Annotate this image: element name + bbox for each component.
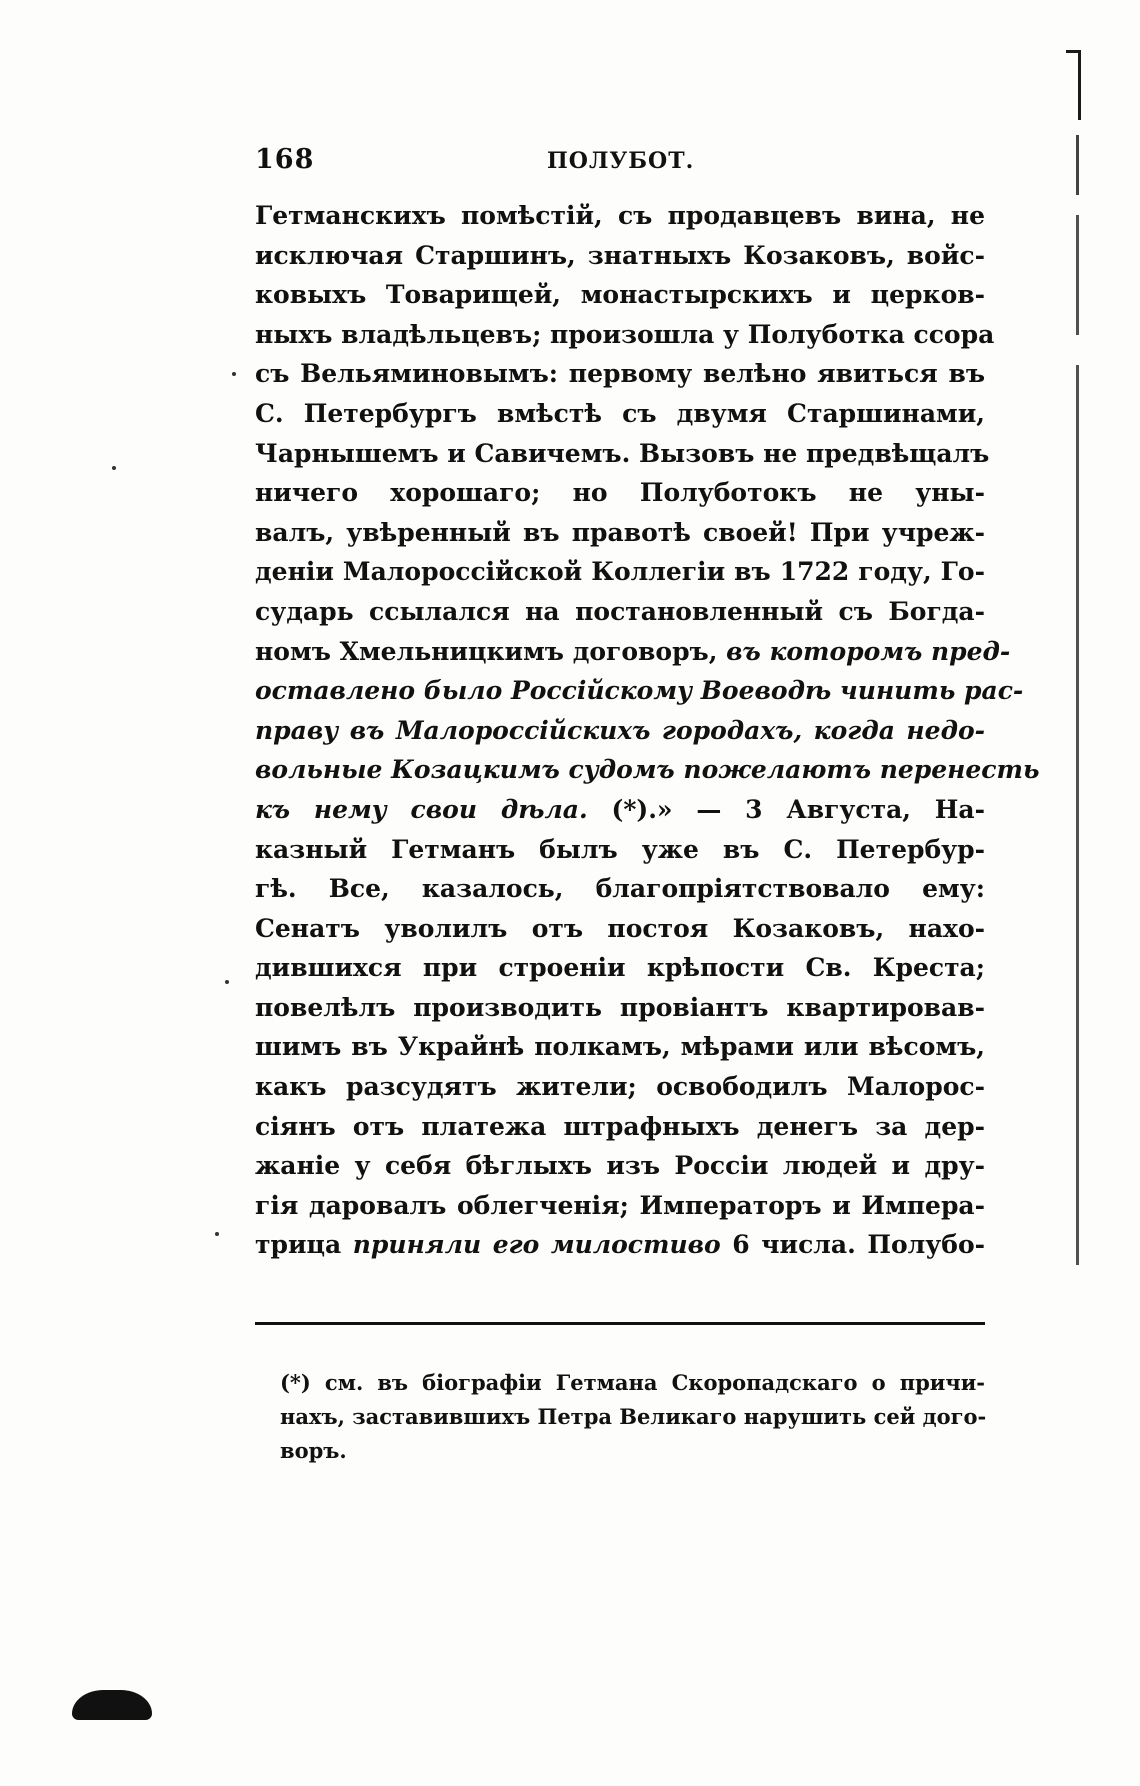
text-line: ныхъ владѣльцевъ; произошла у Полуботка ссора	[255, 319, 995, 349]
text-line: съ Вельяминовымъ: первому велѣно явиться въ	[255, 359, 985, 389]
text-line: Чарнышемъ и Савичемъ. Вызовъ не предвѣщалъ	[255, 438, 990, 468]
italic-line: оставлено было Россійскому Воеводѣ чинить рас-	[255, 676, 1024, 706]
text-line: деніи Малороссійской Коллегіи въ 1722 году, Го-	[255, 557, 985, 587]
text-segment: номъ Хмельницкимъ договоръ,	[255, 636, 718, 666]
text-line-mixed	[255, 1225, 985, 1265]
footnote-line: воръ.	[280, 1438, 347, 1463]
speck	[112, 466, 116, 470]
italic-line: праву въ Малороссійскихъ городахъ, когда недо-	[255, 715, 985, 745]
text-segment: трица	[255, 1230, 342, 1260]
text-line: сіянъ отъ платежа штрафныхъ денегъ за дер-	[255, 1111, 985, 1141]
text-line: казный Гетманъ былъ уже въ С. Петербур-	[255, 834, 985, 864]
text-line: какъ разсудятъ жители; освободилъ Малорос-	[255, 1072, 985, 1102]
text-line: Гетманскихъ помѣстій, съ продавцевъ вина, не	[255, 201, 985, 230]
text-line: исключая Старшинъ, знатныхъ Козаковъ, войс-	[255, 240, 985, 270]
running-title: ПОЛУБОТ.	[547, 148, 695, 174]
speck	[215, 1232, 219, 1236]
footnote-line: (*) см. въ біографіи Гетмана Скоропадскаго о причи-	[280, 1370, 985, 1395]
text-line: дившихся при строеніи крѣпости Св. Креста;	[255, 953, 985, 983]
italic-segment: приняли его милостиво	[352, 1230, 721, 1260]
text-line: гѣ. Все, казалось, благопріятствовало ему:	[255, 874, 985, 904]
page-edge-shadow	[1076, 135, 1079, 1265]
ink-blot	[72, 1690, 152, 1720]
text-line: С. Петербургъ вмѣстѣ съ двумя Старшинами,	[255, 398, 985, 428]
text-line-mixed	[255, 632, 1011, 672]
text-line: сударь ссылался на постановленный съ Богда-	[255, 596, 985, 626]
text-line: ничего хорошаго; но Полуботокъ не уны-	[255, 478, 985, 508]
text-line: Сенатъ уволилъ отъ постоя Козаковъ, нахо-	[255, 913, 985, 943]
text-segment: (*).» — 3 Августа, На-	[611, 794, 985, 824]
text-segment: 6 числа. Полубо-	[732, 1230, 985, 1260]
text-line-mixed	[255, 790, 985, 830]
text-line: шимъ въ Украйнѣ полкамъ, мѣрами или вѣсомъ,	[255, 1032, 985, 1062]
footnote-line: нахъ, заставившихъ Петра Великаго нарушить сей дого-	[280, 1404, 987, 1429]
page-header	[255, 144, 985, 184]
text-line: гія даровалъ облегченія; Императоръ и Импера-	[255, 1190, 985, 1220]
italic-segment: къ нему свои дѣла.	[255, 794, 588, 824]
italic-segment: въ которомъ пред-	[726, 636, 1011, 666]
text-line: ковыхъ Товарищей, монастырскихъ и церков-	[255, 280, 985, 310]
speck	[232, 372, 236, 376]
text-line: валъ, увѣренный въ правотѣ своей! При учреж-	[255, 517, 985, 547]
page-number: 168	[255, 144, 315, 175]
page-edge-mark	[1078, 50, 1081, 120]
italic-line: вольные Козацкимъ судомъ пожелаютъ перенесть	[255, 755, 1040, 785]
speck	[225, 980, 229, 984]
footnote	[280, 1366, 985, 1468]
body-text	[255, 196, 1040, 1265]
text-line: жаніе у себя бѣглыхъ изъ Россіи людей и дру-	[255, 1151, 985, 1181]
footnote-divider	[255, 1322, 985, 1325]
text-line: повелѣлъ производить провіантъ квартировав-	[255, 992, 985, 1022]
